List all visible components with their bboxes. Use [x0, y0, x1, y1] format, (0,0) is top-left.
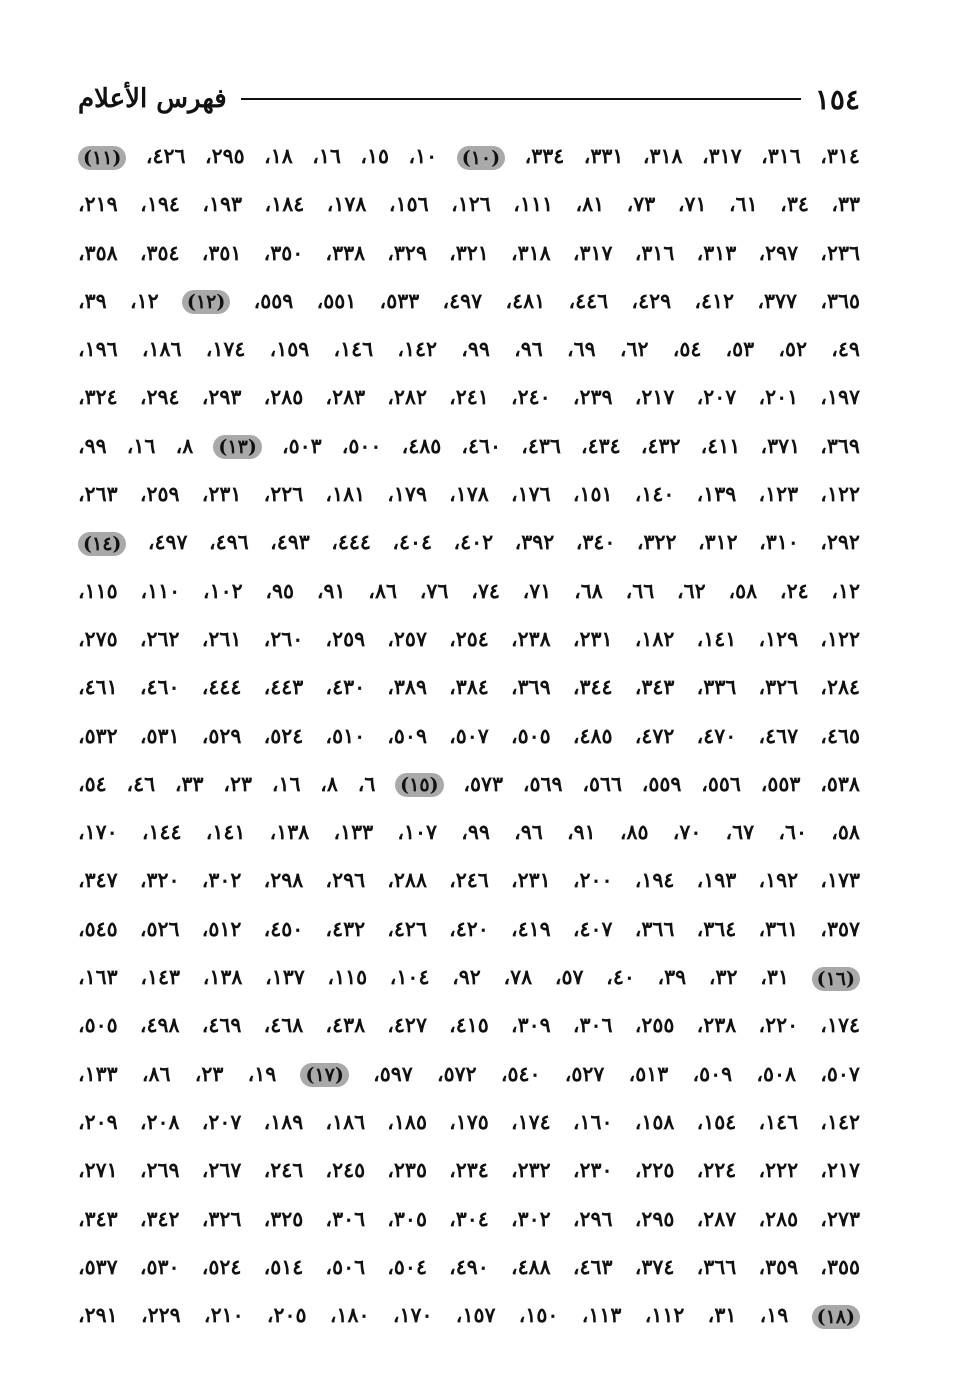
index-line	[78, 277, 860, 325]
volume-badge: (١٠)	[457, 146, 505, 170]
index-line	[78, 180, 860, 228]
page-number: ١٥٤	[814, 82, 860, 116]
page-refs: ٥٠٧، ٥٠٨، ٥٠٩، ٥١٣، ٥٢٧، ٥٤٠، ٥٧٢، ٥٩٧،	[348, 1061, 860, 1086]
header-title: فهرس الأعلام	[78, 84, 227, 114]
index-line	[78, 325, 860, 373]
page-refs: ٢٩٢، ٣١٠، ٣١٢، ٣٢٢، ٣٤٠، ٣٩٢، ٤٠٢، ٤٠٤، ٤٤٤، ٤٩٣، ٤٩٦، ٤٩٧،	[126, 530, 860, 555]
page-refs: ٣٥٧، ٣٦١، ٣٦٤، ٣٦٦، ٤٠٧، ٤١٩، ٤٢٠، ٤٢٦، ٤٣٢، ٤٥٠، ٥١٢، ٥٢٦، ٥٤٥،	[78, 916, 860, 941]
page-refs: ٣٦٥، ٣٧٧، ٤١٢، ٤٢٩، ٤٤٦، ٤٨١، ٤٩٧، ٥٣٣، ٥٥١، ٥٥٩،	[230, 288, 860, 313]
index-line	[78, 663, 860, 711]
page-refs: ١٧٤، ٢٢٠، ٢٣٨، ٢٥٥، ٣٠٦، ٣٠٩، ٤١٥، ٤٢٧، ٤٣٨، ٤٦٨، ٤٦٩، ٤٩٨، ٥٠٥،	[78, 1013, 860, 1038]
index-line	[78, 1291, 860, 1339]
volume-badge: (١٣)	[213, 435, 261, 459]
page-refs: ٣١٤، ٣١٦، ٣١٧، ٣١٨، ٣٣١، ٣٣٤،	[505, 144, 860, 168]
index-line	[78, 470, 860, 518]
page-refs: ١٩، ٣١، ١١٢، ١١٣، ١٥٠، ١٥٧، ١٧٠، ١٨٠، ٢٠٥، ٢١٠، ٢٢٩، ٢٩١،	[78, 1303, 812, 1328]
index-line	[78, 1050, 860, 1098]
page-refs: ٥٣٨، ٥٥٣، ٥٥٦، ٥٥٩، ٥٦٦، ٥٦٩، ٥٧٣،	[443, 771, 860, 796]
index-line	[78, 1001, 860, 1049]
page-refs: ٤٩، ٥٢، ٥٣، ٥٤، ٦٢، ٦٩، ٩٦، ٩٩، ١٤٢، ١٤٦، ١٥٩، ١٧٤، ١٨٦، ١٩٦،	[78, 337, 860, 362]
page-refs: ١٢، ٣٩،	[78, 288, 182, 313]
page-refs: ٨، ١٦، ٩٩،	[78, 433, 214, 458]
page-refs: ١٩٧، ٢٠١، ٢٠٧، ٢١٧، ٢٣٩، ٢٤٠، ٢٤١، ٢٨٢، ٢٨٣، ٢٨٥، ٢٩٣، ٢٩٤، ٣٢٤،	[78, 385, 860, 410]
volume-badge: (١٨)	[812, 1305, 860, 1329]
page-refs: ٣٣، ٣٤، ٦١، ٧١، ٧٣، ٨١، ١١١، ١٢٦، ١٥٦، ١٧٨، ١٨٤، ١٩٣، ١٩٤، ٢١٩،	[78, 192, 860, 217]
index-line	[78, 856, 860, 904]
page-refs: ١٧٣، ١٩٢، ١٩٣، ١٩٤، ٢٠٠، ٢٣١، ٢٤٦، ٢٨٨، ٢٩٦، ٢٩٨، ٣٠٢، ٣٢٠، ٣٤٧،	[78, 868, 860, 893]
index-line	[78, 132, 860, 180]
volume-badge: (١٧)	[300, 1063, 348, 1087]
page-refs: ٤٦٥، ٤٦٧، ٤٧٠، ٤٧٢، ٤٨٥، ٥٠٥، ٥٠٧، ٥٠٩، ٥١٠، ٥٢٤، ٥٢٩، ٥٣١، ٥٣٢،	[78, 723, 860, 748]
index-line	[78, 615, 860, 663]
page-refs: ١٢٢، ١٢٩، ١٤١، ١٨٢، ٢٣١، ٢٣٨، ٢٥٤، ٢٥٧، ٢٥٩، ٢٦٠، ٢٦١، ٢٦٢، ٢٧٥،	[78, 626, 860, 651]
page-refs: ٣٥٥، ٣٥٩، ٣٦٦، ٣٧٤، ٤٦٣، ٤٨٨، ٤٩٠، ٥٠٤، ٥٠٦، ٥١٤، ٥٢٤، ٥٣٠، ٥٣٧،	[78, 1254, 860, 1279]
volume-badge: (١١)	[78, 146, 126, 170]
index-line	[78, 808, 860, 856]
volume-badge: (١٤)	[78, 532, 126, 556]
page-refs: ٣١، ٣٢، ٣٩، ٤٠، ٥٧، ٧٨، ٩٢، ١٠٤، ١١٥، ١٣٧، ١٣٨، ١٤٣، ١٦٣،	[78, 965, 812, 990]
index-line	[78, 953, 860, 1001]
page-refs: ١٤٢، ١٤٦، ١٥٤، ١٥٨، ١٦٠، ١٧٤، ١٧٥، ١٨٥، ١٨٦، ١٨٩، ٢٠٧، ٢٠٨، ٢٠٩،	[78, 1109, 860, 1134]
index-line	[78, 229, 860, 277]
index-line	[78, 1243, 860, 1291]
page-refs: ٢٣٦، ٢٩٧، ٣١٣، ٣١٦، ٣١٧، ٣١٨، ٣٢١، ٣٢٩، ٣٣٨، ٣٥٠، ٣٥١، ٣٥٤، ٣٥٨،	[78, 240, 860, 265]
index-line	[78, 1195, 860, 1243]
header-rule	[241, 98, 801, 100]
page-refs: ١٩، ٢٣، ٨٦، ١٣٣،	[78, 1061, 301, 1086]
page-header	[78, 74, 860, 124]
page-refs: ١٢، ٢٤، ٥٨، ٦٢، ٦٦، ٦٨، ٧١، ٧٤، ٧٦، ٨٦، ٩١، ٩٥، ١٠٢، ١١٠، ١١٥،	[78, 578, 860, 603]
page-refs: ٦، ٨، ١٦، ٢٣، ٣٣، ٤٦، ٥٤،	[78, 771, 396, 796]
index-line	[78, 518, 860, 566]
index-line	[78, 1146, 860, 1194]
index-line	[78, 373, 860, 421]
page-refs: ٢١٧، ٢٢٢، ٢٢٤، ٢٢٥، ٢٣٠، ٢٣٢، ٢٣٤، ٢٣٥، ٢٤٥، ٢٤٦، ٢٦٧، ٢٦٩، ٢٧١،	[78, 1158, 860, 1183]
index-line	[78, 760, 860, 808]
page-refs: ٣٦٩، ٣٧١، ٤١١، ٤٣٢، ٤٣٤، ٤٣٦، ٤٦٠، ٤٨٥، ٥٠٠، ٥٠٣،	[261, 433, 860, 458]
index-line	[78, 712, 860, 760]
index-line	[78, 422, 860, 470]
volume-badge: (١٢)	[182, 290, 230, 314]
volume-badge: (١٦)	[812, 967, 860, 991]
page-refs: ١٠، ١٥، ١٦، ١٨، ٢٩٥، ٤٢٦،	[126, 144, 457, 168]
index-line	[78, 1098, 860, 1146]
volume-badge: (١٥)	[395, 773, 443, 797]
index-line	[78, 567, 860, 615]
page-refs: ١٢٢، ١٢٣، ١٣٩، ١٤٠، ١٥١، ١٧٦، ١٧٨، ١٧٩، ١٨١، ٢٢٦، ٢٣١، ٢٥٩، ٢٦٣،	[78, 482, 860, 507]
page-refs: ٢٨٤، ٣٢٦، ٣٣٦، ٣٤٣، ٣٤٤، ٣٦٩، ٣٨٤، ٣٨٩، ٤٣٠، ٤٤٣، ٤٤٤، ٤٦٠، ٤٦١،	[78, 675, 860, 700]
index-entries	[78, 132, 860, 1339]
page-refs: ٥٨، ٦٠، ٦٧، ٧٠، ٨٥، ٩١، ٩٦، ٩٩، ١٠٧، ١٣٣، ١٣٨، ١٤١، ١٤٤، ١٧٠،	[78, 820, 860, 845]
page-refs: ٢٧٣، ٢٨٥، ٢٨٧، ٢٩٥، ٢٩٦، ٣٠٢، ٣٠٤، ٣٠٥، ٣٠٦، ٣٢٥، ٣٢٦، ٣٤٢، ٣٤٣،	[78, 1206, 860, 1231]
index-line	[78, 905, 860, 953]
